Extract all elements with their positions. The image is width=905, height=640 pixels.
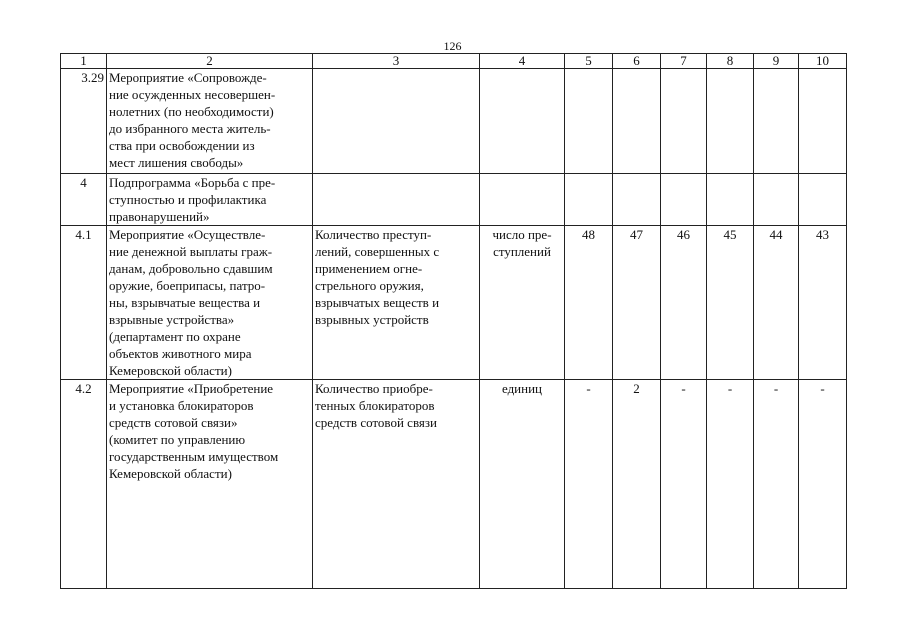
unit-cell	[480, 69, 565, 174]
value-cell: 48	[565, 226, 613, 380]
table-header-row	[61, 54, 847, 69]
column-header-10: 10	[799, 54, 847, 69]
table-row	[61, 226, 847, 380]
indicator-cell: Количество приобре- тенных блокираторов средств сотовой связи	[313, 380, 480, 589]
value-cell: -	[799, 380, 847, 589]
value-cell	[565, 69, 613, 174]
value-cell: 43	[799, 226, 847, 380]
column-header-6: 6	[613, 54, 661, 69]
column-header-8: 8	[707, 54, 754, 69]
indicator-cell: Количество преступ- лений, совершенных с применением огне- стрельного оружия, взрывчатых веществ и взрывных устройств	[313, 226, 480, 380]
activity-cell: Подпрограмма «Борьба с пре- ступностью и профилактика правонарушений»	[107, 174, 313, 226]
value-cell: 44	[754, 226, 799, 380]
value-cell: 47	[613, 226, 661, 380]
value-cell	[799, 69, 847, 174]
table-row	[61, 174, 847, 226]
table-row	[61, 380, 847, 589]
value-cell: 46	[661, 226, 707, 380]
value-cell: -	[661, 380, 707, 589]
column-header-2: 2	[107, 54, 313, 69]
value-cell	[754, 174, 799, 226]
row-number: 4.1	[61, 226, 107, 380]
value-cell: 2	[613, 380, 661, 589]
row-number: 4	[61, 174, 107, 226]
value-cell: -	[707, 380, 754, 589]
value-cell	[754, 69, 799, 174]
value-cell	[613, 174, 661, 226]
value-cell	[661, 69, 707, 174]
value-cell	[613, 69, 661, 174]
column-header-3: 3	[313, 54, 480, 69]
activity-cell: Мероприятие «Осуществле- ние денежной выплаты граж- данам, добровольно сдавшим оружие, боеприпасы, патро- ны, взрывчатые вещества и взрывные устройства» (департамент по охране объектов животного мира Кемеровской области)	[107, 226, 313, 380]
unit-cell: единиц	[480, 380, 565, 589]
indicator-cell	[313, 69, 480, 174]
column-header-5: 5	[565, 54, 613, 69]
value-cell	[799, 174, 847, 226]
activity-cell: Мероприятие «Сопровожде- ние осужденных несовершен- нолетних (по необходимости) до избранного места житель- ства при освобождении из мест лишения свободы»	[107, 69, 313, 174]
unit-cell: число пре- ступлений	[480, 226, 565, 380]
row-number: 4.2	[61, 380, 107, 589]
activity-cell: Мероприятие «Приобретение и установка блокираторов средств сотовой связи» (комитет по управлению государственным имуществом Кемеровской области)	[107, 380, 313, 589]
value-cell: -	[754, 380, 799, 589]
column-header-4: 4	[480, 54, 565, 69]
page-number: 126	[443, 39, 462, 53]
column-header-7: 7	[661, 54, 707, 69]
value-cell	[565, 174, 613, 226]
value-cell	[707, 69, 754, 174]
value-cell: -	[565, 380, 613, 589]
table-row	[61, 69, 847, 174]
row-number: 3.29	[61, 69, 107, 174]
unit-cell	[480, 174, 565, 226]
column-header-9: 9	[754, 54, 799, 69]
indicator-cell	[313, 174, 480, 226]
data-table	[60, 53, 847, 589]
value-cell	[707, 174, 754, 226]
value-cell: 45	[707, 226, 754, 380]
column-header-1: 1	[61, 54, 107, 69]
value-cell	[661, 174, 707, 226]
